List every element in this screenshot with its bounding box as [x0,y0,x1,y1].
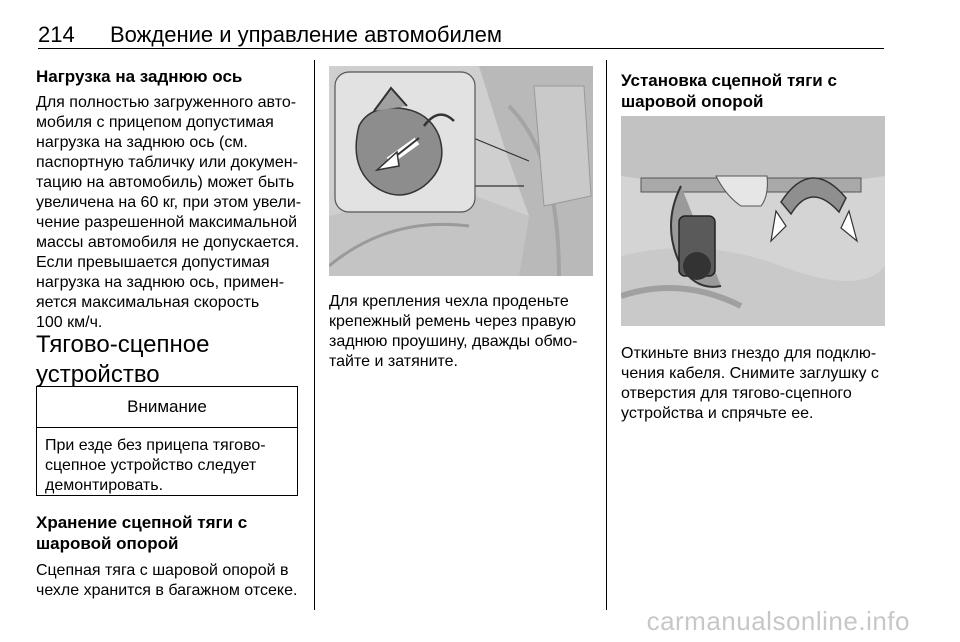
install-heading-line: Установка сцепной тяги с [621,71,837,90]
header-rule [38,48,884,49]
caption-line: крепежный ремень через правую [329,313,576,330]
towing-heading [36,330,308,390]
left-column [36,66,308,333]
text-line: отверстия для тягово-сцепного [621,385,852,402]
text-line: Если превышается допустимая [36,254,270,271]
socket-illustration [621,116,885,326]
text-line: устройства и спрячьте ее. [621,405,814,422]
boot-illustration [329,66,593,276]
notice-title: Внимание [37,387,297,428]
page-title: Вождение и управление автомобилем [110,22,503,47]
rear-axle-heading: Нагрузка на заднюю ось [36,67,243,86]
notice-box [36,386,298,496]
page-header [38,10,884,52]
install-heading-line: шаровой опорой [621,92,764,111]
page-number: 214 [38,22,75,47]
notice-line: сцепное устройство следует [45,457,257,474]
right-column [621,344,891,424]
storage-heading-line: шаровой опорой [36,534,179,553]
towing-heading-line: Тягово-сцепное [36,331,210,358]
text-line: массы автомобиля не допускается. [36,234,300,251]
socket-figure [621,116,885,326]
text-line: Для полностью загруженного авто- [36,94,297,111]
text-line: мобиля с прицепом допустимая [36,114,274,131]
storage-heading-line: Хранение сцепной тяги с [36,513,248,532]
notice-line: демонтировать. [45,477,164,494]
text-line: яется максимальная скорость [36,294,260,311]
text-line: увеличена на 60 кг, при этом увели- [36,194,302,211]
text-line: тацию на автомобиль) может быть [36,174,295,191]
text-line: паспортную табличку или докумен- [36,154,298,171]
column-divider-2 [606,60,607,610]
caption-line: Для крепления чехла проденьте [329,293,569,310]
install-heading [621,70,889,112]
text-line: нагрузка на заднюю ось, примен- [36,274,285,291]
caption-line: тайте и затяните. [329,353,458,370]
rear-axle-paragraph [36,93,308,333]
text-line: чение разрешенной максимальной [36,214,298,231]
storage-section [36,512,308,601]
middle-column [329,292,597,372]
text-line: Откиньте вниз гнездо для подклю- [621,345,877,362]
notice-text [45,436,289,496]
towing-heading-line: устройство [36,361,160,388]
column-divider-1 [314,60,315,610]
text-line: нагрузка на заднюю ось (см. [36,134,248,151]
boot-figure [329,66,593,276]
watermark: carmanualsonline.info [646,606,910,636]
text-line: чения кабеля. Снимите заглушку с [621,365,879,382]
notice-line: При езде без прицепа тягово- [45,437,266,454]
text-line: 100 км/ч. [36,314,103,331]
text-line: чехле хранится в багажном отсеке. [36,582,298,599]
caption-line: заднюю проушину, дважды обмо- [329,333,578,350]
text-line: Сцепная тяга с шаровой опорой в [36,562,289,579]
